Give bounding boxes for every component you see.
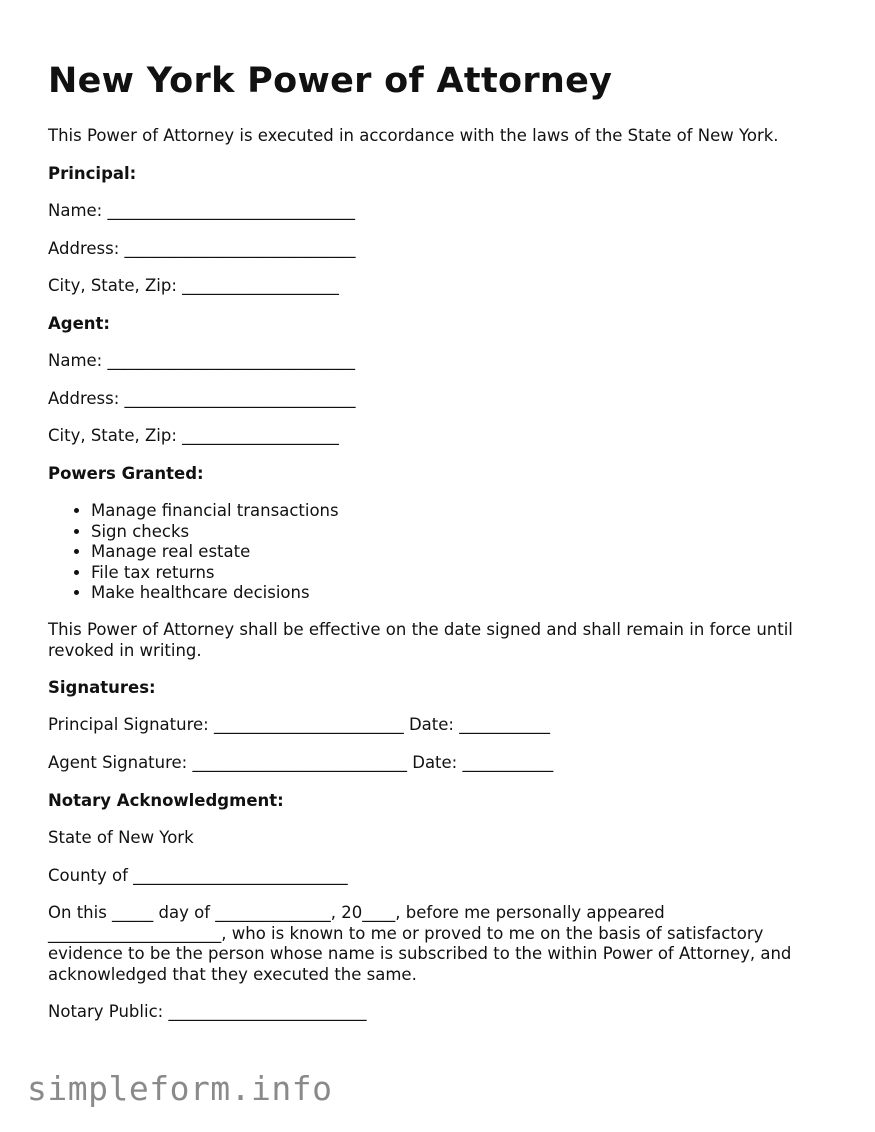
powers-list <box>48 501 339 604</box>
notary-line: acknowledged that they executed the same. <box>48 964 417 984</box>
notary-line: On this _____ day of ______________, 20____, before me personally appeared <box>48 903 665 922</box>
page-title: New York Power of Attorney <box>48 61 613 101</box>
principal-signature-line: Principal Signature: _______________________ Date: ___________ <box>48 715 550 734</box>
list-item: • File tax returns <box>91 563 339 584</box>
notary-public-field: Notary Public: ________________________ <box>48 1002 367 1021</box>
effective-line: revoked in writing. <box>48 640 202 660</box>
notary-heading: Notary Acknowledgment: <box>48 791 284 810</box>
principal-city-field: City, State, Zip: ___________________ <box>48 276 339 295</box>
effective-paragraph <box>48 620 838 661</box>
notary-line: evidence to be the person whose name is subscribed to the within Power of Attorney, and <box>48 944 792 963</box>
agent-name-field: Name: ______________________________ <box>48 351 355 370</box>
agent-signature-line: Agent Signature: __________________________ Date: ___________ <box>48 753 554 772</box>
notary-state: State of New York <box>48 828 194 847</box>
notary-county-field: County of __________________________ <box>48 866 348 885</box>
principal-heading: Principal: <box>48 164 137 183</box>
agent-city-field: City, State, Zip: ___________________ <box>48 426 339 445</box>
list-item: • Manage financial transactions <box>91 501 339 522</box>
principal-name-field: Name: ______________________________ <box>48 201 355 220</box>
list-item: • Manage real estate <box>91 542 339 563</box>
effective-line: This Power of Attorney shall be effective on the date signed and shall remain in force until <box>48 620 793 639</box>
intro-text: This Power of Attorney is executed in accordance with the laws of the State of New York. <box>48 126 779 145</box>
notary-paragraph <box>48 903 838 985</box>
notary-line: _____________________, who is known to me or proved to me on the basis of satisfactory <box>48 923 764 943</box>
list-item: • Make healthcare decisions <box>91 583 339 604</box>
signatures-heading: Signatures: <box>48 678 156 697</box>
list-item: • Sign checks <box>91 522 339 543</box>
agent-heading: Agent: <box>48 314 111 333</box>
watermark: simpleform.info <box>27 1069 333 1108</box>
agent-address-field: Address: ____________________________ <box>48 389 356 408</box>
principal-address-field: Address: ____________________________ <box>48 239 356 258</box>
powers-heading: Powers Granted: <box>48 464 204 483</box>
